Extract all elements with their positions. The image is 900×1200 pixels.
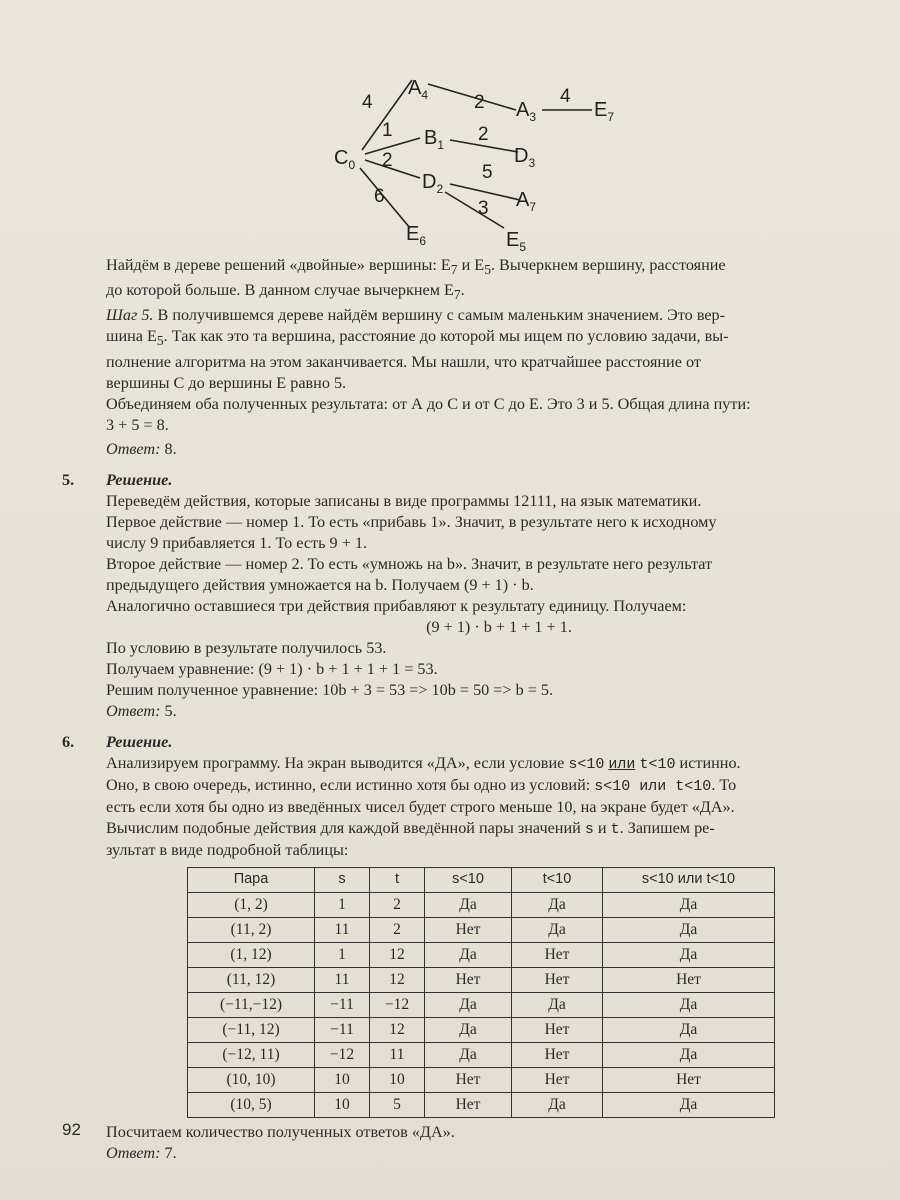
table-cell: Да	[603, 1017, 775, 1042]
table-row	[188, 992, 775, 1017]
solution-heading: Решение.	[106, 470, 173, 489]
table-cell: −12	[370, 992, 425, 1017]
text-line: есть если хотя бы одно из введённых чисел будет строго меньше 10, на экране будет «ДА».	[106, 797, 735, 816]
table-cell: Нет	[425, 967, 512, 992]
table-cell: 11	[315, 967, 370, 992]
text-line: Переведём действия, которые записаны в виде программы 12111, на язык математики.	[106, 491, 702, 510]
table-cell: Да	[425, 992, 512, 1017]
text-line: шина $E_5$. Так как это та вершина, расстояние до которой мы ищем по условию задачи, вы-	[106, 327, 729, 349]
table-cell: 11	[370, 1042, 425, 1067]
table-cell: Да	[603, 1042, 775, 1067]
node-b1: $B_1$	[424, 127, 445, 152]
text-line: предыдущего действия умножается на b. Получаем (9 + 1) · b.	[106, 575, 534, 594]
table-row	[188, 1067, 775, 1092]
text-line: Решим полученное уравнение: 10b + 3 = 53 => 10b = 50 => b = 5.	[106, 680, 554, 699]
node-e6: $E_6$	[406, 223, 427, 248]
table-row	[188, 967, 775, 992]
table-cell: (1, 12)	[188, 942, 315, 967]
table-cell: Да	[425, 1017, 512, 1042]
weight-d2-e5: 3	[478, 198, 489, 219]
col-header: s	[315, 867, 370, 892]
text-line: Второе действие — номер 2. То есть «умножь на b». Значит, в результате него результат	[106, 554, 713, 573]
table-cell: −12	[315, 1042, 370, 1067]
table-cell: Да	[512, 917, 603, 942]
text-line: вершины С до вершины Е равно 5.	[106, 373, 347, 392]
table-cell: Нет	[425, 917, 512, 942]
table-cell: Нет	[512, 967, 603, 992]
table-cell: 2	[370, 892, 425, 917]
table-cell: Да	[425, 942, 512, 967]
node-a7: $A_7$	[516, 189, 537, 214]
weight-a4-a3: 2	[474, 92, 485, 113]
col-header: t	[370, 867, 425, 892]
weight-b1-d3: 2	[478, 124, 489, 145]
weight-a3-e7: 4	[560, 86, 571, 107]
table-row	[188, 917, 775, 942]
table-header-row	[188, 867, 775, 892]
table-row	[188, 942, 775, 967]
node-c0: $C_0$	[334, 147, 356, 172]
table-cell: Да	[603, 942, 775, 967]
table-cell: 1	[315, 892, 370, 917]
text-line: Анализируем программу. На экран выводится «ДА», если условие s<10 или t<10 истинно.	[106, 753, 741, 773]
table-cell: 5	[370, 1092, 425, 1117]
table-cell: Нет	[512, 1042, 603, 1067]
table-cell: −11	[315, 992, 370, 1017]
table-cell: Да	[603, 1092, 775, 1117]
table-cell: Да	[425, 892, 512, 917]
table-cell: (11, 2)	[188, 917, 315, 942]
table-cell: Да	[512, 1092, 603, 1117]
answer-line: Ответ: 7.	[106, 1143, 177, 1162]
text-line: числу 9 прибавляется 1. То есть 9 + 1.	[106, 533, 368, 552]
edge-a4-a3	[428, 84, 516, 110]
table-cell: 11	[315, 917, 370, 942]
table-cell: 1	[315, 942, 370, 967]
node-a3: $A_3$	[516, 99, 537, 124]
node-d2: $D_2$	[422, 171, 444, 196]
col-header: t<10	[512, 867, 603, 892]
text-line: зультат в виде подробной таблицы:	[106, 840, 349, 859]
table-cell: Нет	[603, 1067, 775, 1092]
task-number: 5.	[62, 470, 75, 489]
weight-c0-a4: 4	[362, 92, 373, 113]
table-cell: 10	[315, 1067, 370, 1092]
text-line: Оно, в свою очередь, истинно, если истинно хотя бы одно из условий: s<10 или t<10. То	[106, 775, 737, 795]
weight-c0-d2: 2	[382, 150, 393, 171]
page-number: 92	[62, 1120, 81, 1139]
table-row	[188, 892, 775, 917]
node-d3: $D_3$	[514, 145, 536, 170]
task-number: 6.	[62, 732, 75, 751]
table-cell: 10	[370, 1067, 425, 1092]
table-cell: Да	[603, 917, 775, 942]
table-cell: Нет	[603, 967, 775, 992]
decision-tree-diagram	[320, 60, 720, 260]
table-cell: Да	[603, 992, 775, 1017]
table-cell: (−12, 11)	[188, 1042, 315, 1067]
node-e7: $E_7$	[594, 99, 615, 124]
table-cell: 12	[370, 942, 425, 967]
table-cell: −11	[315, 1017, 370, 1042]
answer-line: Ответ: 8.	[106, 439, 177, 458]
formula: (9 + 1) · b + 1 + 1 + 1.	[426, 617, 572, 636]
table-cell: 10	[315, 1092, 370, 1117]
weight-c0-b1: 1	[382, 120, 393, 141]
table-cell: Нет	[512, 942, 603, 967]
text-line: По условию в результате получилось 53.	[106, 638, 387, 657]
table-cell: Нет	[512, 1017, 603, 1042]
text-line: Вычислим подобные действия для каждой введённой пары значений s и t. Запишем ре-	[106, 818, 715, 838]
table-cell: (11, 12)	[188, 967, 315, 992]
edge-c0-e6	[360, 168, 410, 228]
main-content	[62, 255, 892, 1164]
col-header: s<10 или t<10	[603, 867, 775, 892]
text-line: полнение алгоритма на этом заканчивается. Мы нашли, что кратчайшее расстояние от	[106, 352, 701, 371]
text-line: Первое действие — номер 1. То есть «прибавь 1». Значит, в результате него к исходному	[106, 512, 717, 531]
task4-conclusion	[106, 255, 892, 460]
text-line: 3 + 5 = 8.	[106, 415, 169, 434]
weight-d2-a7: 5	[482, 162, 493, 183]
table-cell: 12	[370, 967, 425, 992]
text-line: до которой больше. В данном случае вычеркнем $E_7$.	[106, 281, 465, 303]
task5-block	[62, 470, 892, 722]
col-header: s<10	[425, 867, 512, 892]
table-cell: 2	[370, 917, 425, 942]
table-row	[188, 1017, 775, 1042]
edge-d2-e5	[445, 192, 504, 228]
task6-block	[62, 732, 892, 1164]
node-e5: $E_5$	[506, 229, 527, 254]
results-table	[187, 867, 775, 1118]
table-cell: (−11,−12)	[188, 992, 315, 1017]
weight-c0-e6: 6	[374, 186, 385, 207]
table-row	[188, 1042, 775, 1067]
solution-heading: Решение.	[106, 732, 173, 751]
table-cell: Нет	[425, 1067, 512, 1092]
col-header: Пара	[188, 867, 315, 892]
table-row	[188, 1092, 775, 1117]
table-cell: Да	[512, 892, 603, 917]
text-line: Объединяем оба полученных результата: от А до С и от С до Е. Это 3 и 5. Общая длина пути:	[106, 394, 751, 413]
text-line: Найдём в дереве решений «двойные» вершины: $E_7$ и $E_5$. Вычеркнем вершину, расстояние	[106, 256, 726, 278]
table-cell: Нет	[512, 1067, 603, 1092]
table-cell: Да	[425, 1042, 512, 1067]
answer-line: Ответ: 5.	[106, 701, 177, 720]
step-label: Шаг 5.	[106, 306, 154, 325]
table-cell: Нет	[425, 1092, 512, 1117]
table-cell: Да	[512, 992, 603, 1017]
node-a4: $A_4$	[408, 77, 429, 102]
table-cell: (10, 10)	[188, 1067, 315, 1092]
text-line: Аналогично оставшиеся три действия прибавляют к результату единицу. Получаем:	[106, 596, 687, 615]
table-cell: Да	[603, 892, 775, 917]
text-line: Получаем уравнение: (9 + 1) · b + 1 + 1 + 1 = 53.	[106, 659, 438, 678]
table-cell: (1, 2)	[188, 892, 315, 917]
table-cell: (10, 5)	[188, 1092, 315, 1117]
table-cell: (−11, 12)	[188, 1017, 315, 1042]
table-cell: 12	[370, 1017, 425, 1042]
text-line: Посчитаем количество полученных ответов «ДА».	[106, 1122, 455, 1141]
text-line: Шаг 5. В получившемся дереве найдём вершину с самым маленьким значением. Это вер-	[106, 306, 726, 325]
